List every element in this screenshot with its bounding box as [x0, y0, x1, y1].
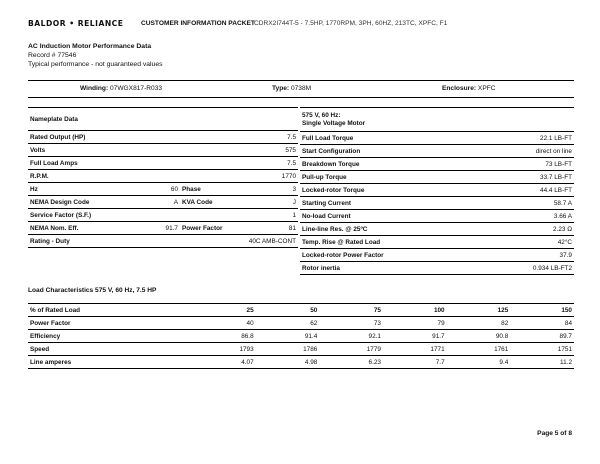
load-value: 9.4 [447, 356, 511, 369]
performance-value: 3.66 A [444, 210, 574, 223]
load-value: 1786 [256, 343, 320, 356]
performance-heading-line1: 575 V, 60 Hz: [302, 112, 341, 119]
info-bar [28, 80, 574, 98]
nameplate-label: R.P.M. [28, 170, 116, 183]
document-title: AC Induction Motor Performance Data [28, 43, 152, 50]
nameplate-row [28, 170, 298, 183]
nameplate-value: 81 [244, 222, 298, 235]
nameplate-value [116, 235, 180, 248]
load-value: 40 [192, 317, 256, 330]
load-value: 1761 [447, 343, 511, 356]
nameplate-label: Rated Output (HP) [28, 131, 116, 144]
performance-value: 33.7 LB-FT [444, 171, 574, 184]
performance-heading-line2: Single Voltage Motor [302, 120, 366, 127]
performance-row [300, 184, 574, 197]
nameplate-label: Service Factor (S.F.) [28, 209, 116, 222]
load-header-row [28, 304, 574, 317]
brand-logo: BALDOR • RELIANCE [28, 19, 124, 28]
performance-row [300, 197, 574, 210]
enclosure-value: XPFC [477, 85, 496, 92]
enclosure-label: Enclosure: [442, 85, 477, 92]
load-characteristics-title: Load Characteristics 575 V, 60 Hz, 7.5 HP [28, 287, 157, 294]
load-value: 90.8 [447, 330, 511, 343]
nameplate-label: Hz [28, 183, 116, 196]
performance-label: Starting Current [300, 197, 444, 210]
load-header-cell: 75 [319, 304, 383, 317]
title-block [28, 42, 163, 70]
load-row [28, 356, 574, 369]
performance-label: Full Load Torque [300, 132, 444, 145]
load-value: 62 [256, 317, 320, 330]
nameplate-heading: Nameplate Data [28, 108, 298, 131]
performance-label: Locked-rotor Power Factor [300, 249, 444, 262]
performance-heading [300, 108, 574, 132]
nameplate-value [116, 157, 180, 170]
performance-value: 2.23 Ω [444, 223, 574, 236]
type-value: 0738M [290, 85, 312, 92]
winding-value: 07WGX817-R033 [109, 85, 163, 92]
load-row-label: Power Factor [28, 317, 192, 330]
performance-row [300, 236, 574, 249]
nameplate-label: NEMA Nom. Eff. [28, 222, 116, 235]
load-row [28, 343, 574, 356]
type-field [272, 85, 311, 92]
nameplate-label: Power Factor [180, 222, 244, 235]
load-value: 6.23 [319, 356, 383, 369]
winding-field [80, 85, 162, 92]
nameplate-value: 7.5 [244, 157, 298, 170]
nameplate-value: 1 [244, 209, 298, 222]
nameplate-table [28, 107, 298, 248]
nameplate-label [180, 235, 244, 248]
nameplate-value [116, 209, 180, 222]
winding-label: Winding: [80, 85, 109, 92]
load-value: 11.2 [510, 356, 574, 369]
load-header-cell: 25 [192, 304, 256, 317]
performance-value: 0.934 LB-FT2 [444, 262, 574, 275]
nameplate-value: 575 [244, 144, 298, 157]
load-row-label: Efficiency [28, 330, 192, 343]
performance-row [300, 249, 574, 262]
load-value: 92.1 [319, 330, 383, 343]
performance-value: 42°C [444, 236, 574, 249]
nameplate-label: Rating - Duty [28, 235, 116, 248]
performance-row [300, 132, 574, 145]
enclosure-field [442, 85, 496, 92]
performance-row [300, 158, 574, 171]
nameplate-label: KVA Code [180, 196, 244, 209]
performance-value: 44.4 LB-FT [444, 184, 574, 197]
load-header-cell: % of Rated Load [28, 304, 192, 317]
nameplate-value [116, 144, 180, 157]
load-value: 91.4 [256, 330, 320, 343]
load-row [28, 317, 574, 330]
nameplate-row [28, 183, 298, 196]
performance-row [300, 171, 574, 184]
load-value: 79 [383, 317, 447, 330]
load-value: 1793 [192, 343, 256, 356]
load-value: 86.8 [192, 330, 256, 343]
nameplate-label: Volts [28, 144, 116, 157]
nameplate-label: Phase [180, 183, 244, 196]
nameplate-label [180, 157, 244, 170]
load-value: 1771 [383, 343, 447, 356]
performance-row [300, 223, 574, 236]
nameplate-value: 60 [116, 183, 180, 196]
nameplate-label [180, 209, 244, 222]
load-value: 1751 [510, 343, 574, 356]
nameplate-value [116, 170, 180, 183]
load-header-cell: 50 [256, 304, 320, 317]
load-value: 89.7 [510, 330, 574, 343]
nameplate-row [28, 196, 298, 209]
performance-table [300, 107, 574, 275]
load-value: 73 [319, 317, 383, 330]
performance-row [300, 262, 574, 275]
nameplate-label: NEMA Design Code [28, 196, 116, 209]
load-header-cell: 150 [510, 304, 574, 317]
nameplate-label [180, 144, 244, 157]
load-value: 91.7 [383, 330, 447, 343]
load-value: 82 [447, 317, 511, 330]
performance-label: Breakdown Torque [300, 158, 444, 171]
load-row [28, 330, 574, 343]
type-label: Type: [272, 85, 290, 92]
nameplate-label: Full Load Amps [28, 157, 116, 170]
load-characteristics-table [28, 303, 574, 369]
performance-label: Start Configuration [300, 145, 444, 158]
nameplate-value: 3 [244, 183, 298, 196]
performance-row [300, 145, 574, 158]
nameplate-value: 40C AMB-CONT [244, 235, 298, 248]
load-row-label: Line amperes [28, 356, 192, 369]
load-value: 1779 [319, 343, 383, 356]
nameplate-label [180, 170, 244, 183]
nameplate-value: 7.5 [244, 131, 298, 144]
load-header-cell: 125 [447, 304, 511, 317]
performance-value: 22.1 LB-FT [444, 132, 574, 145]
nameplate-label [180, 131, 244, 144]
load-value: 4.98 [256, 356, 320, 369]
nameplate-value [116, 131, 180, 144]
model-description: CDRX2I744T-5 - 7.5HP, 1770RPM, 3PH, 60HZ, 213TC, XPFC, F1 [254, 20, 448, 27]
load-value: 7.7 [383, 356, 447, 369]
performance-label: Locked-rotor Torque [300, 184, 444, 197]
performance-value: 73 LB-FT [444, 158, 574, 171]
performance-value: direct on line [444, 145, 574, 158]
record-number: Record # 77546 [28, 52, 77, 60]
nameplate-value: 91.7 [116, 222, 180, 235]
packet-title: CUSTOMER INFORMATION PACKET [141, 20, 255, 27]
performance-value: 58.7 A [444, 197, 574, 210]
nameplate-row [28, 131, 298, 144]
load-row-label: Speed [28, 343, 192, 356]
nameplate-row [28, 222, 298, 235]
performance-label: Pull-up Torque [300, 171, 444, 184]
nameplate-value: J [244, 196, 298, 209]
disclaimer: Typical performance - not guaranteed values [28, 61, 163, 69]
nameplate-value: 1770 [244, 170, 298, 183]
load-value: 84 [510, 317, 574, 330]
page-number: Page 5 of 8 [537, 430, 572, 437]
nameplate-row [28, 157, 298, 170]
nameplate-row [28, 235, 298, 248]
performance-label: Temp. Rise @ Rated Load [300, 236, 444, 249]
performance-row [300, 210, 574, 223]
nameplate-row [28, 144, 298, 157]
performance-value: 37.9 [444, 249, 574, 262]
nameplate-value: A [116, 196, 180, 209]
performance-label: Line-line Res. @ 25ºC [300, 223, 444, 236]
nameplate-row [28, 209, 298, 222]
performance-label: No-load Current [300, 210, 444, 223]
page-header [28, 20, 576, 32]
load-header-cell: 100 [383, 304, 447, 317]
load-value: 4.07 [192, 356, 256, 369]
performance-label: Rotor inertia [300, 262, 444, 275]
